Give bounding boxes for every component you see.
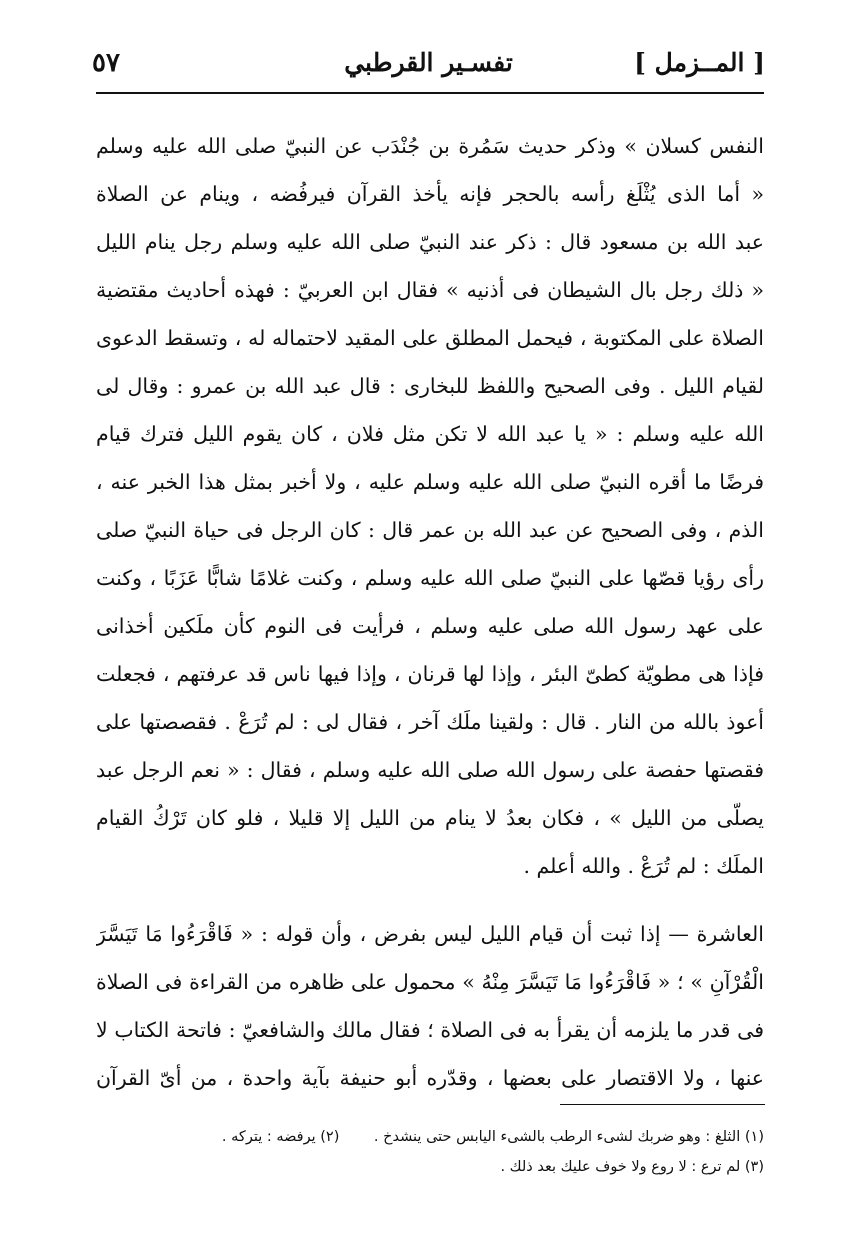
text-line: الذم ، وفى الصحيح عن عبد الله بن عمر قال : كان الرجل فى حياة النبيّ صلى <box>96 518 764 542</box>
text-line: الْقُرْآنِ » ؛ « فَاقْرَءُوا مَا تَيَسَّرَ مِنْهُ » محمول على ظاهره من القراءة فى الصلاة <box>96 970 764 994</box>
text-line: « ذلك رجل بال الشيطان فى أذنيه » فقال ابن العربيّ : فهذه أحاديث مقتضية <box>96 278 764 302</box>
footnote-3: (٣) لم ترع : لا روع ولا خوف عليك بعد ذلك . <box>500 1159 764 1175</box>
book-title: تفسـير القرطبي <box>344 48 513 77</box>
text-line: أعوذ بالله من النار . قال : ولقينا ملَك آخر ، فقال لى : لم تُرَعْ . فقصصتها على <box>96 710 764 734</box>
page-number: ٥٧ <box>92 48 120 78</box>
text-line: فقصتها حفصة على رسول الله صلى الله عليه وسلم ، فقال : « نعم الرجل عبد <box>96 758 764 782</box>
text-line: فرضًا ما أقره النبيّ صلى الله عليه وسلم عليه ، ولا أخبر بمثل هذا الخبر عنه ، <box>96 470 764 494</box>
paragraph-gap <box>96 890 764 910</box>
text-line: النفس كسلان » وذكر حديث سَمُرة بن جُنْدَب عن النبيّ صلى الله عليه وسلم <box>96 134 764 158</box>
running-header <box>92 44 765 88</box>
footnote-2: (٢) يرفضه : يتركه . <box>221 1129 340 1145</box>
footnote-1: (١) الثلغ : وهو ضربك لشىء الرطب بالشىء اليابس حتى ينشدخ . <box>373 1129 764 1145</box>
text-line: عبد الله بن مسعود قال : ذكر عند النبيّ صلى الله عليه وسلم رجل ينام الليل <box>96 230 764 254</box>
footnote-rule <box>560 1104 765 1105</box>
text-line: عنها ، ولا الاقتصار على بعضها ، وقدّره أبو حنيفة بآية واحدة ، من أىّ القرآن <box>96 1066 764 1090</box>
text-line: فإذا هى مطويّة كطىّ البئر ، وإذا لها قرنان ، وإذا فيها ناس قد عرفتهم ، فجعلت <box>96 662 764 686</box>
text-line: لقيام الليل . وفى الصحيح واللفظ للبخارى : قال عبد الله بن عمرو : وقال لى <box>96 374 764 398</box>
footnotes <box>96 1122 764 1182</box>
text-line: على عهد رسول الله صلى عليه وسلم ، فرأيت فى النوم كأن ملَكين أخذانى <box>96 614 764 638</box>
text-line: يصلّى من الليل » ، فكان بعدُ لا ينام من الليل إلا قليلا ، فلو كان تَرْكُ القيام <box>96 806 764 830</box>
footnote-row <box>96 1152 764 1182</box>
text-line: رأى رؤيا قصّها على النبيّ صلى الله عليه وسلم ، وكنت غلامًا شابًّا عَزَبًا ، وكنت <box>96 566 764 590</box>
chapter-name: [ المــزمل ] <box>634 48 765 77</box>
text-line: « أما الذى يُثْلَغ رأسه بالحجر فإنه يأخذ القرآن فيرفُضه ، وينام عن الصلاة <box>96 182 764 206</box>
text-line: الله عليه وسلم : « يا عبد الله لا تكن مثل فلان ، كان يقوم الليل فترك قيام <box>96 422 764 446</box>
text-line: الملَك : لم تُرَعْ . والله أعلم . <box>523 854 764 878</box>
text-line: فى قدر ما يلزمه أن يقرأ به فى الصلاة ؛ فقال مالك والشافعيّ : فاتحة الكتاب لا <box>96 1018 764 1042</box>
text-line: الصلاة على المكتوبة ، فيحمل المطلق على المقيد لاحتماله له ، وتسقط الدعوى <box>96 326 764 350</box>
main-text <box>96 122 764 1102</box>
header-rule <box>96 92 764 94</box>
footnote-row <box>96 1122 764 1152</box>
text-line: العاشرة — إذا ثبت أن قيام الليل ليس بفرض ، وأن قوله : « فَاقْرَءُوا مَا تَيَسَّرَ <box>96 922 764 946</box>
